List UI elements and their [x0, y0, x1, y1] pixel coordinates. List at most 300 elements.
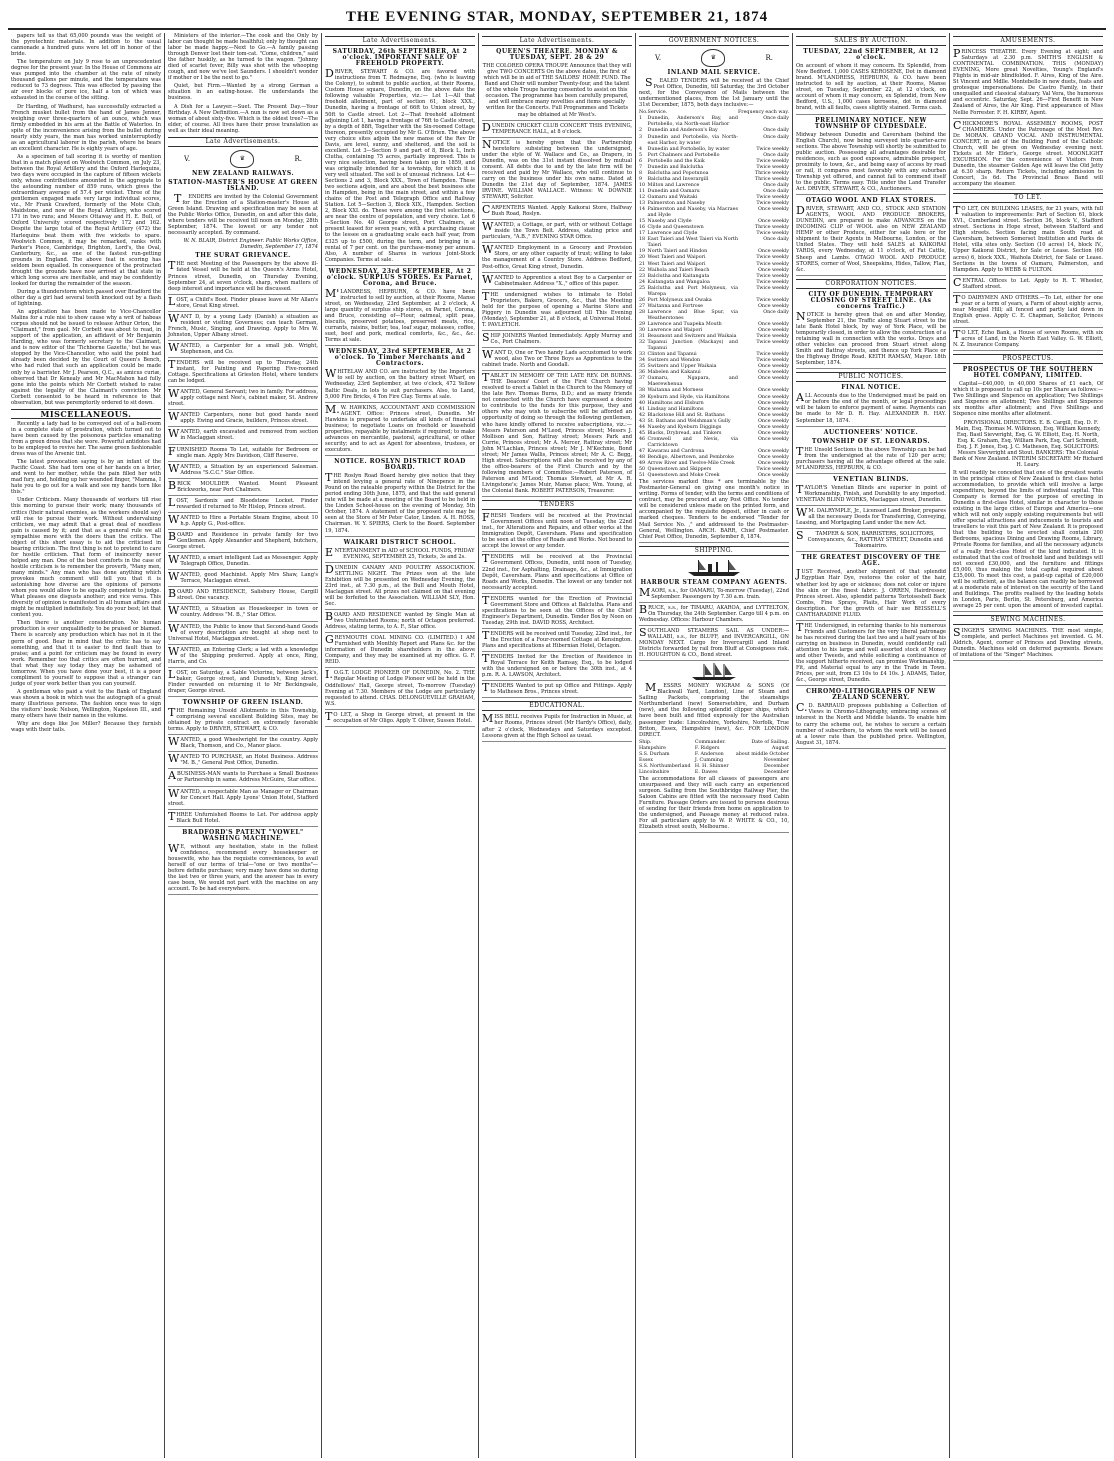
table-cell: Twice weekly	[756, 158, 789, 164]
table-cell: 11	[639, 188, 646, 194]
tender-notice: FRESH Tenders will be received at the Provincial Government Offices until noon of Tuesday, the 22nd inst., for Alterations and Repairs, and other works at the Immigration Depôt, Caversham. Plans and specification to be seen at the office of Roads and Works. Not bound to accept the lowest or any tender.	[482, 513, 632, 552]
to-let-ad: TO LET, Echo Bank, a House of seven Rooms, with six acres of Land, in the North East Valley. G. W. Elliott, N. Z. Insurance Company.	[953, 330, 1103, 351]
ad-heading: TUESDAY, 22nd SEPTEMBER, At 12 o'clock.	[803, 48, 939, 62]
table-cell: 12	[639, 194, 646, 200]
ad-heading: FINAL NOTICE.	[841, 384, 901, 392]
table-cell: Twice weekly	[756, 194, 789, 200]
table-cell: 39	[639, 394, 646, 400]
section-heading-public: PUBLIC NOTICES.	[796, 372, 946, 382]
table-cell: Twice weekly	[756, 285, 789, 291]
table-cell: Twice weekly	[756, 340, 789, 346]
table-cell: F. Ridgers	[694, 745, 720, 751]
ad-heading: WEDNESDAY, 23rd SEPTEMBER, At 2 o'clock. SURPLUS STORES. Ex Parnet, Corona, and Bruce.	[326, 267, 474, 287]
ad-body: M.W. HAWKINS, ACCOUNTANT AND COMMISSION AGENT. Office: Princes street, Dunedin. Mr Hawkins is prepared to undertake all kinds of financial business; to negotiate Loans on freehold or leasehold properties, repayable by instalments if required; to make advances on mercantile, pastoral, agricultural, or other security; and to act as Agent for absentees, trustees, or executors.	[325, 405, 475, 456]
classified-ad: LOST, on Saturday, a Sable Victorine, between Jack's, baker, George street, and Dunedin's, King street. Finder rewarded on returning it to Mr Beckingsale, draper, George street.	[168, 670, 318, 697]
table-cell: Once weekly	[757, 249, 789, 255]
ad-body: DUNEDIN CRICKET CLUB CONCERT THIS EVENING, TEMPERANCE HALL, at 8 o'clock.	[482, 123, 632, 138]
table-cell: Twice weekly	[756, 467, 789, 473]
table-cell: Beaumont and Switzers and Waikaia	[647, 334, 737, 340]
table-cell: North Taieri and Hindon	[647, 249, 708, 255]
table-cell: 31	[639, 334, 646, 340]
ad-body: MESSRS MONEY WIGRAM & SONS (Of Blackwall Yard, London), Line of Steam and Sailing Packets, comprising the steamships Northumberland (new) Somersetshire, and Durham (new), and the following splendid clipper ships, which have been built and fitted expressly for the Australian passenger trade: Lincolnshire, Yorkshire, Norfolk, True Briton, Essex, Hampshire (new), &c. FOR LONDON DIRECT.	[639, 681, 789, 738]
table-cell: S.S. Durham	[639, 751, 670, 757]
table-cell: Lawrence and Blue Spur, via Weatherstones	[647, 309, 738, 321]
table-cell: 3	[639, 134, 643, 140]
table-cell: Dunedin and Portobello, via North-east Harbor, by water	[647, 134, 738, 146]
table-cell: 1	[639, 116, 643, 122]
table-cell: Once daily	[763, 116, 789, 122]
table-cell: Waihola and Taieri Beach	[647, 267, 710, 273]
tenders-list	[482, 513, 632, 698]
ad-heading: SATURDAY, 26th SEPTEMBER, At 2 o'clock. IMPORTANT SALE OF FREEHOLD PROPERTY.	[332, 48, 468, 68]
table-cell: E. Dawes	[694, 769, 718, 775]
table-cell: Switzers and Upper Waikaia	[647, 364, 717, 370]
table-cell: Kyeburn and Hyde, via Hamiltons	[647, 394, 730, 400]
ad-heading: HARBOUR STEAM COMPANY AGENTS.	[640, 578, 788, 586]
tender-notice: TENDERS Invited for the Erection of Residence in Royal Terrace for Keith Ramsay, Esq., to be lodged with the undersigned on or before the 30th inst., at 4 p.m. R. A. LAWSON, Architect.	[482, 654, 632, 681]
steamship-icon	[639, 559, 789, 577]
section-heading-corporation: CORPORATION NOTICES.	[796, 279, 946, 289]
section-heading-sales: SALES BY AUCTION.	[796, 36, 946, 46]
table-cell: St. Bathans and Welshman's Gully	[647, 418, 731, 424]
ad-heading: THE GREATEST DISCOVERY OF THE AGE.	[801, 554, 941, 568]
ad-heading: PRELIMINARY NOTICE. NEW TOWNSHIP OF CLYDESDALE.	[814, 116, 928, 130]
table-cell: 2	[639, 128, 643, 134]
table-cell: Twice weekly	[756, 352, 789, 358]
table-cell: Once weekly	[757, 328, 789, 334]
ad-body: THE COLORED OPERA TROUPE Announce that they will give TWO CONCERTS On the above dates, the first of which will be in aid of THE SAILORS' HOME FUND. The Band and Choir will number Twenty-four, and the talent of the whole Troupe having consented to assist on this occasion. The programme has been carefully prepared, and will embrace many novelties and items specially written for the Concerts. Full Programmes and Tickets may be obtained at Mr West's.	[482, 63, 632, 120]
to-let-ad: CENTRAL Offices to Let. Apply to R. T. Wheeler, Stafford street.	[953, 278, 1103, 293]
table-row	[639, 147, 789, 153]
ad-body: DRIVER, STEWART, AND CO., STOCK AND STATION AGENTS, WOOL AND PRODUCE BROKERS, DUNEDIN, are prepared to make ADVANCES on the INCOMING CLIP of WOOL also on NEW ZEALAND HEMP or other Produce, either for sale here or for shipment to their Agents in Melbourne, London, or the United States. They will hold SALES at KAIKORAI YARDS, every Wednesday, at 11 o'clock, of Fat Cattle, Sheep and Lambs. OTAGO WOOL AND PRODUCE STORES, corner of Wool, Sheepskins, Hides, Tallow, Flax, &c.	[796, 206, 946, 276]
ad-body: GREYMOUTH COAL MINING CO. (LIMITED.) I AM Furnished with Monthly Report and Plans &c. for the information of Dunedin shareholders in the above Company, and they may be examined at my office. G. F. REID.	[325, 635, 475, 668]
table-cell: 5	[639, 152, 643, 158]
table-cell: 20	[639, 255, 646, 261]
classified-ad: WANTED, a smart intelligent Lad as Messenger. Apply Telegraph Office, Dunedin.	[168, 555, 318, 570]
table-cell: Once weekly	[757, 267, 789, 273]
table-cell: Once weekly	[757, 388, 789, 394]
directors-list: PROVISIONAL DIRECTORS. E. B. Cargill, Esq. D. F. Main, Esq. Thomas M. Wilkinson, Esq. William Kennedy, Esq. Basil Sievwright, Esq. G. W. Elliott, Esq. H. North, Esq. K. Graham, Esq. William Park, Esq. Carl Schmidt, Esq. J. F. Jones, Esq. J. C. Matheson, Esq. SOLICITORS: Messrs Sievwright and Stout. BANKERS: The Colonial Bank of New Zealand. INTERIM SECRETARY: Mr Richard H. Leary.	[953, 419, 1103, 468]
table-cell: 45	[639, 430, 646, 436]
table-cell: Once weekly	[757, 400, 789, 406]
table-header: No.	[639, 110, 648, 116]
table-cell: J. Cumming	[694, 757, 724, 763]
table-cell: Once weekly	[757, 394, 789, 400]
table-row	[639, 310, 789, 322]
table-cell: Once weekly	[757, 219, 789, 225]
table-cell: 41	[639, 406, 646, 412]
classified-ad: TENDERS will be received up to Thursday, 24th instant, for Painting and Papering Five-roomed Cottage. Specifications at Grieston Hotel, where tenders can be lodged.	[168, 360, 318, 387]
ad-signature: W. N. BLAIR, District Engineer. Public Works Office, Dunedin, September 17, 1874	[183, 238, 318, 251]
table-row	[639, 752, 789, 758]
ad-heading: BRADFORD'S PATENT "VOWEL" WASHING MACHINE.	[182, 828, 304, 842]
classified-ad: WANTED, a good Wheelwright for the country. Apply Black, Thomson, and Co., Manor place.	[168, 737, 318, 752]
table-cell: 43	[639, 418, 646, 424]
ad-heading: THE SURAT GRIEVANCE.	[195, 252, 291, 260]
ad-body: THE next Meeting of the Passengers by the above ill-fated Vessel will be held at the Queen's Arms Hotel, Princes street, Dunedin, on Thursday Evening, September 24, at seven o'clock, sharp, when matters of deep interest and importance will be discussed.	[168, 261, 318, 294]
ad-heading: NEW ZEALAND RAILWAYS.	[191, 169, 295, 177]
table-header: Commander.	[694, 739, 726, 745]
ad-heading: WEDNESDAY, 23rd SEPTEMBER, At 2 o'clock. To Timber Merchants and Contractors.	[328, 348, 472, 368]
article-paragraph: Dr Harding, of Wadhurst, has successfully extracted a French musket bullet from the hand of James Jenner, weighing over three-quarters of an ounce, which was firmly embedded in his arm at the Battle of Waterloo. In spite of the inconvenience arising from the bullet during nearly sixty years, the man has worked uninterruptedly as an agricultural laborer in the parish, where he bears an excellent character. He is eighty years of age.	[11, 103, 161, 152]
article-paragraph: The temperature on July 9 rose to an unprecedented degree for the present year. In the House of Commons air was pumped into the chamber at the rate of ninety thousand gallons per minute, and the temperature was reduced to 73 degrees. This was effected by passing the air over blocks of pure ice, half a ton of which was exhausted in the course of the sitting.	[11, 59, 161, 102]
table-cell: Clinton and Tapanui	[647, 352, 697, 358]
table-cell: H. H. Shinner	[694, 763, 729, 769]
table-cell: Dunedin and Portobello, by water	[647, 146, 730, 152]
table-cell: 27	[639, 303, 646, 309]
section-heading-late-ads: Late Advertisements.	[482, 36, 632, 46]
ad-body: TO LET, a Shop in George street, at present in the occupation of Mr Oligo. Apply T. Oliver, Sussex Hotel.	[325, 712, 475, 727]
section-heading-prospectus: PROSPECTUS.	[953, 354, 1103, 364]
ad-body: TABLET IN MEMORY OF THE LATE REV. DR BURNS. THE Deacons' Court of the First Church having resolved to erect a Tablet in the Church to the Memory of the late Rev. Thomas Burns, D.D.; and as many friends not connected with the Church have expressed a desire to contribute to the funds for this purpose, they and others who may wish to subscribe will be afforded an opportunity of doing so through the following gentlemen, who have kindly offered to receive subscriptions, viz.:—Messrs Paterson and M'Leod, Princes street; Messrs J. Mollison and Son, Rattray street; Messrs Park and Currie, Princes street; Mr A. Mercer, Rattray street; Mr John M'Lachlan, Princes street; Mr J. M'Kechnie, Bond street; Mr James Wallis, Princes street; Mr A. C. Begg, High street. Subscriptions will also be received by any of the office-bearers of the First Church and by the following members of Committee:—Robert Paterson, of Paterson and M'Leod; Thomas Stewart, at Mr A. R. Livingstone's; James Muir, Manse place; Wm. Young, at the Colonial Bank. ROBERT PATERSON, Treasurer.	[482, 373, 632, 497]
ad-body: M'LANDRESS, HEPBURN, & CO. have been instructed to sell by auction, at their Rooms, Manse street, on Wednesday, 23rd September, at 2 o'clock, A large quantity of surplus ship stores, ex Parnet, Corona, and Bruce, consisting of—Flour, oatmeal, split peas, biscuits, preserved potatoes, preserved meats, rice, currants, raisins, butter, tea, loaf sugar, molasses, coffee, suet, beef and pork, medical comforts, &c., &c., &c. Terms at sale.	[325, 289, 475, 346]
table-cell: 13	[639, 201, 646, 207]
ad-subheading: STATION-MASTER'S HOUSE AT GREEN ISLAND.	[168, 178, 318, 192]
table-cell: 22	[639, 267, 646, 273]
ad-body: On account of whom it may concern. Ex Splendid, from New Bedford. 1,000 CASES KEROSENE, Dot in diamond brand. M'LANDRESS, HEPBURN, & CO. have been instructed to sell by auction, at their Rooms, Manse street, on Tuesday, September 22, at 12 o'clock, on account of whom it may concern, ex Splendid, from New Bedford, U.S., 1,000 cases kerosene, dot in diamond brand, with all faults, cases slightly stained. Terms cash.	[796, 63, 946, 114]
ad-heading: OTAGO WOOL AND FLAX STORES.	[805, 197, 937, 205]
table-cell: Mabelen and Kakanui	[647, 370, 701, 376]
ad-body: NOTICE is hereby given that the Partnership heretofore subsisting between the undersigned, under the style of W. Wallace and Co., as Drapers, in Dunedin, was on the 31st instant dissolved by mutual consent. All debts due to and by the late firm will be received and paid by Mr Wallace, who will continue to carry on the business under his own name. Dated at Dunedin the 21st day of September, 1874. JAMES IRVINE. WILLIAM WALLACE. Witness: W. DOWNIE STEWART, Solicitor.	[482, 140, 632, 203]
table-cell: Blackstone Hill and St. Bathans	[647, 412, 725, 418]
table-cell: 36	[639, 370, 646, 376]
table-cell: Twice weekly	[756, 261, 789, 267]
article-paragraph: The latest provocation saying is by an infant of the Pacific Coast. She had torn one of her hands on a brier, and went to her mother, while the pain filled her with mad fury, and, holding up her wounded finger, "Mamma, I hate you to go out for a walk and see my hands torn like this."	[11, 459, 161, 496]
article-paragraph: Under Criticism. Many thousands of workers till rise this morning to pursue their work; many thousands of critics (their natural enemies, as the workers should say) will rise to pursue their work. Without undervaluing criticism, we may admit that a great deal of needless pain is caused by it; and that as a general rule we all sympathise more with the doers than the critics. The object of this short essay is to aid the criticised in bearing criticism. The first thing is not to pretend to care for hostile criticism. That form of insincerity never helped any man. One of the best comforts in the case of hostile criticism is to remember the proverb, "Many men, many minds." Any man who has done anything which provokes much comment will tell you that it is astonishing how diverse are the opinions of persons whom you would allow to be equally competent to judge. What pleases one disgusts another; and vice versa. This diversity of opinion is manifested in all human affairs and might be multiplied indefinitely. You do your best; let that content you.	[11, 497, 161, 619]
table-cell: Twice weekly	[756, 279, 789, 285]
royal-crest: V. ♛ R.	[168, 150, 318, 168]
table-cell: F. Anderson	[694, 751, 724, 757]
ad-body: Midway between Dunedin and Caversham (behind the English Church), now being surveyed into quarter-acre sections. The above Township will shortly be submitted to public auction. Possessing all advantages desirable for residences, such as good exposure, admirable prospect, proximity to town, &c., and being easy of access by road or rail, it compares most favorably with any suburban Township yet offered, and cannot fail to commend itself to the public. Terms easy. Title under the Land Transfer Act. DRIVER, STEWART, & CO., Auctioneers.	[796, 132, 946, 195]
table-cell: Once weekly	[757, 412, 789, 418]
article-paragraph: papers tell us that 65,000 pounds was the weight of the pyrotechnic materials. In addition to the usual cannonade a hundred guns were let off in honor of the bride.	[11, 33, 161, 58]
table-cell: Once weekly	[757, 207, 789, 213]
table-cell: about middle October	[735, 751, 789, 757]
table-cell: Bendigo, Albertown, and Pembroke	[647, 455, 734, 460]
table-cell: Palmerston and Naseby	[647, 201, 706, 207]
table-row	[639, 135, 789, 147]
ad-body: I.O.G.T. LODGE PIONEER OF DUNEDIN, No. 2. THE Regular Meeting of Lodge Pioneer will be held in the Oddfellows' Hall, George street, To-morrow (Tuesday) Evening at 7.30. Members of the Lodge are particularly requested to attend. CHAS. DELONGUEVILLE GRAHAM, W.S.	[325, 670, 475, 709]
ad-body: THE Unsold Sections in the above Township can be had from the undersigned at the rate of 120 per acre; purchasers having all the advantage offered at the sale. M'LANDRESS, HEPBURN, & CO.	[796, 447, 946, 474]
classified-ad: BOARD AND RESIDENCE, Salisbury House, Cargill street. One vacancy.	[168, 589, 318, 604]
table-cell: Lawrence and Clyde	[647, 231, 698, 237]
table-row	[639, 116, 789, 128]
mail-service-table	[639, 110, 789, 479]
table-cell: Once weekly	[757, 418, 789, 424]
table-cell: Once daily	[763, 237, 789, 243]
table-cell: 15	[639, 219, 646, 225]
ad-heading: CHROMO-LITHOGRAPHS OF NEW ZEALAND SCENERY.	[806, 688, 936, 702]
classified-ad: WANTED, the Public to know that Second-hand Goods of every description are bought at shop next to Universal Hotel, Maclaggan street.	[168, 624, 318, 645]
table-header: Frequency each way.	[737, 110, 789, 116]
classified-ad: BOARD and Residence in private family for two Gentlemen. Apply Alexander and Shepherd, butchers, George street.	[168, 532, 318, 553]
table-row	[639, 207, 789, 219]
table-cell: 51	[639, 473, 646, 479]
table-cell: 49	[639, 461, 646, 467]
table-row	[639, 431, 789, 437]
ad-body: WHITELAW AND CO. are instructed by the Importers to sell by auction, on the battery street Wharf, on Wednesday, 23rd September, at two o'clock, 472 Yellow Baltic Deals, in lots to suit purchasers. Also, to Land, 5,000 Fire Bricks, 4 Ton Fire Clay. Terms at sale.	[325, 369, 475, 402]
classified-ad: WANTED, a respectable Man as Manager or Chairman for Concert Hall. Apply Lyons' Union Hotel, Stafford street.	[168, 789, 318, 810]
table-cell: Balclutha and Inverargill	[647, 176, 709, 182]
ad-body: WE, without any hesitation, state in the fullest confidence, recommend every housekeeper or housewife, who has the requisite conveniences, to avail herself of our terms of trial—"one or two months"—before definite purchase; very many have done so during the last two or three years, and the answer has in every case been, We would not part with the machine on any account. To be had everywhere.	[168, 844, 318, 895]
section-heading-late-ads: Late Advertisements.	[325, 36, 475, 46]
table-cell: Portobello and the Kaik	[647, 158, 705, 164]
table-cell: 35	[639, 364, 646, 370]
classified-ad: WANTED, a Carpenter for a small job. Wright, Stephenson, and Co.	[168, 343, 318, 358]
table-cell: Dunedin and Oamaru	[647, 188, 700, 194]
sailing-ship-icon	[639, 663, 789, 681]
to-let-ad: TO LET, ON BUILDING LEASES, for 21 years, with full valuation to improvements: Part of Section 61, block XVI., Cumberland street. Section 36, block V., Stafford street. Sections in Hope street, between Stafford and High streets. Section facing main South road at Caversham, between Somerset Institution and Parks de Hotel, villa sites only. Section (10 acres) 14, block IV., Upper Kaikorai District, for Sale or Lease. Section (60 acres) 6, block XXX., Waihola District, for Sale or Lease. Sections in the towns of Oamaru, Palmerston, and Hampden. Apply to WEBB & FULTON.	[953, 206, 1103, 276]
table-cell: 32	[639, 340, 646, 346]
ad-body: NOTICE is hereby given that on and after Monday, September 21, the Traffic along Stuart street to the late Bank Hotel block, by way of York Place, will be temporarily closed, in order to allow the construction of a retaining wall in connection with the works. Drays and other vehicles can proceed from Stuart street along Smith and Battray streets, and thence up York Place or the Highway Bridge Road. KEITH RAMSAY, Mayor. 18th September, 1874.	[796, 312, 946, 369]
ad-body: WM. DALRYMPLE, Jr., Licensed Land Broker, prepares all the necessary Deeds for Transferring, Conveying, Leasing, and Mortgaging Land under the new Act.	[796, 508, 946, 529]
table-cell: 48	[639, 455, 646, 460]
section-heading-shipping: SHIPPING.	[639, 546, 789, 556]
table-cell: 7	[639, 164, 643, 170]
section-heading-educational: EDUCATIONAL.	[482, 701, 632, 711]
ad-body: SINGER'S SEWING MACHINES. THE most simple, complete, and perfect Machines yet invented. G. M. Aldrich, Agent, corner of Princes and Dowling streets, Dunedin. Machines sold on deferred payments. Beware of imitations of the "Singer" Machines.	[953, 628, 1103, 661]
table-cell: 4	[639, 146, 643, 152]
table-cell: Balclutha and Port Molyneux, via Warepa	[647, 285, 738, 297]
table-cell: Once daily	[763, 188, 789, 194]
ad-body: DRIVER, STEWART & CO. are favored with instructions from T. Redmayne, Esq. (who is leaving the Colony), to submit to public auction, at their Rooms, Custom House square, Dunedin, on the above date the following valuable Properties, viz.:— Lot 1—All that freehold allotment, part of section 61, block XXX., Dunedin, having a frontage of 66ft to Union street, by 50ft to Castle street. Lot 2—That freehold allotment adjoining Lot 1, having a frontage of 76ft to Castle street, by a depth of 88ft, Together with the Six-roomed Cottage thereon, presently occupied by Mr G. O'Brien. The above very choice sites adjoin the new manse of the Rev Dr Davis, are level, sunny, and sheltered, and the soil is excellent. Lot 3—Section 9 and part of 8, Block L, Inch Clutha, containing 75 acres, partially improved. This is very nice selection, having been taken up in 1859, and was originally intended for a township, for which it is very well situated. The soil is of unusual richness. Lot 4—Sections 2 and 3, Block XXX., Town of Hampden. These two sections adjoin, and are about the best business site in Hampden, being in the main street, and within a few chains of the Post and Telegraph Office and Railway Station. Lot 5—Section 3, Block XIX., Hampden. Section 2, Block XXI. do. These were among the first selections, are near the centre of population, and very choice. Lot 6—Section No. 40 George street, Port Chalmers, at present leased for seven years, with a purchasing clause to the lessee on a graduating scale each half year, from £325 up to £500, during the term, and bringing in a rental of 7 per cent. on the purchase-money per annum. Also, A number of Shares in various Joint-Stock Companies. Terms at sale.	[325, 69, 475, 266]
table-cell: November	[763, 757, 789, 763]
table-cell: Cromwell and Nevis, via Carricktown	[647, 436, 738, 448]
ad-body: TENDERS are invited by the Colonial Government for the Erection of a Station-master's House at Green Island. Drawing and specification may be seen at the Public Works Office, Dunedin, on and after this date, where tenders will be received till noon on Monday, 28th September, 1874. The lowest or any tender not necessarily accepted. By command.	[168, 191, 318, 237]
table-cell: Kawarau and Cardrona	[647, 448, 705, 454]
table-row	[639, 395, 789, 401]
table-cell: Twice weekly	[756, 146, 789, 152]
table-cell: 8	[639, 170, 643, 176]
table-cell: Once weekly	[757, 321, 789, 327]
ad-body: ENTERTAINMENT in AID of SCHOOL FUNDS, FRIDAY EVENING, SEPTEMBER 25, Tickets, 3s and 2s.	[325, 548, 475, 563]
article-paragraph: A gentleman who paid a visit to the Bank of England was shown a book in which was the autograph of a great many illustrious persons. The fashion once was to sign the visitors' book: Nelson, Wellington, Napoleon III., and many others have their names in the volume.	[11, 688, 161, 720]
classified-ad: FURNISHED Rooms To Let, suitable for Bedroom or single man. Apply Mrs Davidson, Cliff Reserve.	[168, 447, 318, 462]
tender-notice: TENDERS Wanted to put up Office and Fittings. Apply to Matheson Bros., Princes street.	[482, 683, 632, 698]
table-header: Ship.	[639, 739, 652, 745]
table-row	[639, 153, 789, 159]
column-5	[636, 33, 793, 1458]
column-1	[8, 33, 165, 1458]
article-paragraph: Why are dogs like Joe Miller? Because they furnish wags with their tails.	[11, 721, 161, 734]
table-cell: Twice weekly	[756, 334, 789, 340]
table-cell: 34	[639, 358, 646, 364]
ad-heading: INLAND MAIL SERVICE.	[667, 69, 761, 77]
table-header: Date of Sailing.	[751, 739, 789, 745]
table-cell: Once daily	[763, 128, 789, 134]
classified-ad: WANT D, by a young Lady (Danish) a situation as resident or visiting Governess; can teach German, French, Music, Singing, and Drawing. Apply to Mrs W. Johnston, Upper Albany street.	[168, 314, 318, 341]
ad-body: STAMPER & SON, BARRISTERS, SOLICITORS, Conveyancers, &c., RATTRAY STREET, Dunedin and Tokomairiro.	[796, 531, 946, 552]
tender-notice: TENDERS will be received until Tuesday, 22nd inst., for the Erection of a Four-roomed Cottage at Kensington. Plans and specifications at Hibernian Hotel, Octagon.	[482, 631, 632, 652]
ad-body: The services marked thus * are terminable by the Postmaster-General on giving one month's notice in writing. Forms of tender, with the terms and conditions of contract, may be procured at any Post Office. No tender will be considered unless made on the printed form, and accompanied by the requisite deposit, either in cash or marked cheques. Tenders to be endorsed "Tender for Mail Service No. ," and addressed to the Postmaster-General, Wellington. ARCH. BARR, Chief Postmaster. Chief Post Office, Dunedin, September 8, 1874.	[639, 479, 789, 542]
ad-body: CHICKMORE'S ROYAL ASSEMBLY ROOMS, POST CHAMBERS. Under the Patronage of the Most Rev. Dr. MORAN. GRAND VOCAL AND INSTRUMENTAL CONCERT, in aid of the Building Fund of the Catholic Church, will be given on Wednesday evening next. Tickets at Mr Elder's, George street. MOONLIGHT EXCURSION. For the convenience of Visitors from Dunedin, the steamer Golden Age will leave the Old Jetty at 6.30 sharp. Return Tickets, including admission to Concert, 3s 6d. The Provincial Brass Band will accompany the steamer.	[953, 121, 1103, 191]
table-cell: West Taieri and Waipori	[647, 261, 706, 267]
table-cell: December	[764, 763, 789, 769]
table-cell: Once weekly	[757, 370, 789, 376]
table-cell: Milton and Lawrence	[647, 182, 700, 188]
table-cell: 37	[639, 376, 646, 382]
table-cell: 44	[639, 424, 646, 430]
crest-icon: ♛	[230, 150, 254, 168]
classified-ad: WANTED, a Situation by an experienced Salesman. Address "S.C.C." Star Office.	[168, 464, 318, 479]
table-cell: Once weekly	[757, 436, 789, 442]
table-cell: Dunedin and Balclutha	[647, 164, 704, 170]
ad-body: THE Remaining Unsold Allotments in this Township, comprising several excellent Building Sites, may be obtained by private contract on extremely favorable terms. Apply to DRIVER, STEWART, & CO.	[168, 708, 318, 735]
classified-ad: THREE Unfurnished Rooms to Let. For address apply Black Bull Hotel.	[168, 812, 318, 827]
table-cell: Once daily	[763, 152, 789, 158]
table-row	[639, 419, 789, 425]
table-cell: 17	[639, 231, 646, 237]
article-paragraph: As a specimen of tall scoring it is worthy of mention that in a match played on Woolwich Common, on July 23, between the Royal Artillery and the Oxford Harlequins, two days were occupied in the capture of fifteen wickets only, whose contributions amounted in the aggregate to the astounding number of 859 runs, which gives the extraordinary average of 57.4 per wicket. Three of the gentlemen engaged made very large individual scores, viz., Mr Frank Crawford, formerly of the Mote Club, Maidstone, and now of the Royal Artillery, who scored 171 in two runs; and Messrs Ottaway and H. E. Bull, of Oxford University scored respectively 172 and 162. Despite the large total of the Royal Artillery (472) the Harlequins beat them with five wickets to spare. Woolwich Common, it may be remarked, ranks with Parker's Piece, Cambridge, Brighton, Lord's, the Oval, Canterbury, &c., as one of the fastest run-getting grounds in England. The above feat in scoring has seldom been equalled. In consequence of the protracted drought the grounds have now arrived at that state in which long scores are inevitable, and may be confidently looked for during the remainder of the season.	[11, 153, 161, 287]
table-row	[639, 413, 789, 419]
table-cell: Thrice weekly	[754, 176, 789, 182]
sailing-table	[639, 740, 789, 776]
table-cell: 9	[639, 176, 643, 182]
table-cell: Oamaru, Ngapara, and Maerewhenua	[647, 376, 738, 388]
table-cell: 33	[639, 352, 646, 358]
table-cell: West Taieri and Waipori	[647, 255, 706, 261]
classified-ad: WANTED TO PURCHASE, an Hotel Business. Address "M. B.," General Post Office, Dunedin.	[168, 754, 318, 769]
table-row	[639, 128, 789, 134]
ad-body: ALL Accounts due to the Undersigned must be paid on or before the end of the month, or legal proceedings will be taken to enforce payment of same. Payments can be made to Mr D. R. Hay. ALEXANDER R. HAY. September 18, 1874.	[796, 393, 946, 426]
table-cell: Lindsay and Hamiltons	[647, 406, 704, 412]
classified-ads	[482, 205, 632, 371]
table-cell: Essex	[639, 757, 653, 763]
column-7	[950, 33, 1106, 1458]
classified-ad: LOST, a Child's Boot. Finder please leave at Mr Allan's store, Great King street.	[168, 297, 318, 312]
ad-body: BOARD AND RESIDENCE wanted by Single Man at two Unfurnished Rooms; north of Octagon preferred. Address, stating terms, to A. F., Star office.	[325, 612, 475, 633]
ad-body: BRUCE, s.s., for TIMARU, AKAROA, and LYTTELTON, On Thursday, the 24th September. Cargo till 4 p.m. on Wednesday. Offices: Harbour Chambers.	[639, 605, 789, 626]
ad-heading: TOWNSHIP OF ST. LEONARDS.	[811, 437, 931, 445]
section-heading-late-ads: Late Advertisements.	[168, 137, 318, 147]
table-cell: 19	[639, 249, 646, 255]
table-cell: 28	[639, 309, 646, 315]
table-cell: Once daily	[763, 182, 789, 188]
classified-ads	[168, 294, 318, 697]
classified-ad: LOST, Sardonix and Bloodstone Locket. Finder rewarded if returned to Mr Hislop, Princes street.	[168, 498, 318, 513]
section-heading-government: GOVERNMENT NOTICES.	[639, 36, 789, 46]
table-cell: Once weekly	[757, 303, 789, 309]
column-2	[165, 33, 322, 1458]
classified-ad: CARPENTERS Wanted. Apply Kaikorai Store, Halfway Bush Road, Roslyn.	[482, 205, 632, 220]
table-cell: 46	[639, 436, 646, 442]
table-cell: Waitanna and Morness	[647, 388, 704, 394]
ad-heading: WAIKARI DISTRICT SCHOOL.	[343, 538, 457, 546]
ad-body: PRINCESS THEATRE. Every Evening at eight; and Saturdays at 2.30 p.m. SMITH'S ENGLISH & CONTINENTAL COMBINATION. THIS (MONDAY) EVENING, More great Novelties, Young's England's Flights in mid-air blindfolded. F. Aires, King of the Aire. St Vincent and Mdlle. Montebello in new duets, feats and grotesque impersonations. De Castro Family, in their unequalled and classical statuary. Val Vera, the humorous and eccentric. Saturday, Sept. 26—First Benefit in New Zealand of Aires, the Air King. First appearance of Miss Nellie Forrester. F. H. KIRBY, Agent.	[953, 49, 1103, 119]
table-cell: 16	[639, 225, 646, 231]
ad-body: DUNEDIN CANARY AND POULTRY ASSOCIATION. SETTLING NIGHT. The Prizes won at the late Exhibition will be presented on Wednesday Evening, the 23rd inst., at 7.30 p.m., at the Bull and Mouth Hotel, Maclaggan street. All prizes not claimed on that evening will be forfeited to the Association. WILLIAM SLY, Hon. Sec.	[325, 565, 475, 610]
to-let-ads	[953, 206, 1103, 351]
table-cell: Once weekly	[757, 461, 789, 467]
ad-heading: AUCTIONEERS' NOTICE.	[823, 428, 919, 436]
table-cell: Palmerston and Naseby, via Macraes and Hyde	[647, 207, 738, 219]
table-cell: 10	[639, 182, 646, 188]
ad-body: SOUTHLAND STEAMERS SAIL AS UNDER:— WALLABI, s.s., for BLUFF, and INVERCARGILL, ON MONDAY NEXT. Cargo for Invercargill and Inland Districts forwarded by rail from Bluff at Consignees risk. H. HOUGHTON & CO., Bond street.	[639, 628, 789, 661]
classified-ad: WANTED, a Situation as Housekeeper in town or country. Address "M. B.," Star Office.	[168, 606, 318, 621]
ad-body: MAORI, s.s., for OAMARU, To-morrow (Tuesday), 22nd September. Passengers by 7.30 a.m. train.	[639, 588, 789, 603]
ad-heading: CITY OF DUNEDIN. TEMPORARY CLOSING OF STREET LINE. (As concerns Traffic.)	[808, 290, 934, 310]
table-cell: Twice weekly	[756, 231, 789, 237]
table-cell: Once daily	[763, 134, 789, 140]
table-cell: Once weekly	[757, 473, 789, 479]
classified-ad: WANTED, good Machinist. Apply Mrs Shaw, Lang's Terrace, Maclaggan street.	[168, 572, 318, 587]
table-row	[639, 376, 789, 388]
classified-ad: WANTED, an Entering Clerk; a lad with a knowledge of the Shipping preferred. Apply at once, Ring, Harris, and Co.	[168, 647, 318, 668]
column-6	[793, 33, 950, 1458]
table-cell: Switzers and Wendon	[647, 358, 701, 364]
table-cell: Port Chalmers and Portobello	[647, 152, 720, 158]
crest-icon: ♛	[701, 49, 725, 67]
table-row	[639, 340, 789, 352]
article-paragraph: Recently a lady had to be conveyed out of a ball-room in a complete state of prostration, which turned out to have been caused by the poisonous particles emanating from a green dress that she wore. Powerful antidotes had to be employed to revive her. The same green fashionable dress was of the Arsenic tint.	[11, 420, 161, 458]
table-cell: Waitanna and Fortrose	[647, 303, 703, 309]
table-cell: Hamiltons and Elsburn	[647, 400, 704, 406]
to-let-ad: TO DAIRYMEN AND OTHERS.—To Let, either for one year or a term of years, a Farm of about eighty acres, near Mosgiel Hill; all fenced and partly laid down in English grass. Apply C. E. Chapman, Solicitor, Princes street.	[953, 295, 1103, 328]
table-cell: Dunedin, Anderson's Bay, and Portobello, via North-east Harbor	[647, 116, 738, 128]
article-paragraph: A Dish for a Lawyer.—Suet. The Present Day.—Your Birthday. A New Definition.—A nun is now set down as a woman of about sixty-five. Which is the oldest tree?—The elder, of course. All lives have their prose translation as well as their ideal meaning.	[168, 103, 318, 134]
table-cell: 30	[639, 328, 646, 334]
table-cell: 29	[639, 321, 646, 327]
ad-body: TAYLOR'S Venetian Blinds are superior in point of Workmanship, Finish, and Durability to any imported. VENETIAN BLIND WORKS, Maclaggan street, Dunedin.	[796, 485, 946, 506]
table-cell: 40	[639, 400, 646, 406]
table-header: Service.	[647, 110, 668, 116]
table-cell: 26	[639, 297, 646, 303]
classified-ad: WANTED, earth excavated and removed from section in Maclaggan street.	[168, 429, 318, 444]
table-cell: 23	[639, 273, 646, 279]
ad-body: THE Undersigned, in returning thanks to his numerous Friends and Customers for the very liberal patronage he has received during the last two and a half years of his carrying on business in Dunedin, would confidently call attention to his large and well assorted stock of Money and other Tweeds, and while soliciting a continuance of the support hitherto received, can promise Workmanship, Fit, and Material equal to any in the Trade in Town. Prices, per suit, from £3 10s to £4 10s. J. ADAMS, Tailor, &c., George street, Dunedin.	[796, 623, 946, 686]
table-cell: December	[764, 769, 789, 775]
table-cell: Twice weekly	[756, 358, 789, 364]
table-row	[639, 237, 789, 249]
table-cell: 38	[639, 388, 646, 394]
table-cell: S.S. Northumberland	[639, 763, 691, 769]
tender-notice: TENDERS wanted for the Erection of Provincial Government Store and Offices at Balclutha. Plans and specifications to be seen at the Offices of the Chief Engineer's Department, Dunedin. Tender Box by Noon on Tuesday, 29th inst. DAVID ROSS, Architect.	[482, 596, 632, 629]
table-cell: Hampshire	[639, 745, 666, 751]
ad-body: JUST Received, another shipment of that splendid Egyptian Hair Dye, restores the color of the hair, whether lost by age or sickness; does not color or injure the skin or the finest fabric. J. ORREN, Hairdresser, Princes street. Also, splendid patterns Tortoiseshell Back Combs, Fine Sprays, Plaits, Hair Work of every description. For the growth of hair use BEISSELL'S CANTHARADINE FLUID.	[796, 569, 946, 620]
table-cell: Naseby and Kyeburn Diggings	[647, 424, 722, 430]
table-cell: Blacks, Drybread, and Tinkers	[647, 430, 722, 436]
classified-ad: WANTED Employment in a Grocery and Provision Store, or any other capacity of trust; willing to take the management of a Country Store. Address Bedford, Post-office, Great King street, Dunedin.	[482, 245, 632, 272]
article-paragraph: Quiet, but Firm.—Wanted by a strong German a situation in an eating-house. He understands the business.	[168, 83, 318, 102]
table-row	[639, 286, 789, 298]
tender-notice: TENDERS will be received at the Provincial Government Offices, Dunedin, until noon of Tuesday, 22nd inst., for Asphalting, Drainage, &c., at Immigration Depôt, Caversham. Plans and specifications at Office of Roads and Works, Dunedin. The lowest or any tender not necessarily accepted.	[482, 554, 632, 593]
table-cell: August	[771, 745, 789, 751]
column-4	[479, 33, 636, 1458]
table-cell: Lawrence and Tuapeka Mouth	[647, 321, 722, 327]
section-heading-tenders: TENDERS	[482, 500, 632, 510]
section-heading-miscellaneous: MISCELLANEOUS.	[11, 409, 161, 419]
table-cell: Balclutha and Popotunoa	[647, 170, 709, 176]
ad-body: C.D. BARRAUD proposes publishing a Collection of Views in Chromo-Lithography, embracing scenes of interest in the North and Middle Islands. To enable him to carry the scheme out, he wishes to secure a certain number of subscribers, to whom the work will be issued at a lower rate than the published price. Wellington, August 31, 1874.	[796, 703, 946, 748]
table-cell: 47	[639, 448, 646, 454]
masthead	[8, 6, 1106, 30]
table-row	[639, 764, 789, 770]
table-cell: Tapanui Junction (Mackays) and Tapanui	[647, 340, 738, 352]
table-cell: 50	[639, 467, 646, 473]
table-cell: Once weekly	[757, 455, 789, 460]
article-paragraph: During a thunderstorm which passed over Bradford the other day a girl had several teeth knocked out by a flash of lightning.	[11, 288, 161, 308]
table-cell: Twice weekly	[756, 297, 789, 303]
ad-heading: QUEEN'S THEATRE. MONDAY & TUESDAY, SEPT. 28 & 29	[496, 48, 618, 62]
table-cell: Once weekly	[757, 448, 789, 454]
article-paragraph: Then there is another consideration. No human production is ever unqualifiedly to be praised or blamed. There is scarcely any production which has not in it the germ of good. Bear in mind that the critic has to say something, and that it is easier to find fault than to praise; and a point for criticism may be found in every work. Remember too that critics are often hurried, and that what they say today they may be ashamed of tomorrow. When you have done your best, it is a poor compliment to yourself to suppose that a stranger can judge of your work better than you can yourself.	[11, 620, 161, 687]
table-cell: Once weekly	[757, 424, 789, 430]
table-cell: Thrice weekly	[754, 225, 789, 231]
columns	[8, 33, 1106, 1458]
table-cell: Queenstown and Skippers	[647, 467, 712, 473]
table-cell: Once weekly	[757, 364, 789, 370]
table-cell: Clyde and Queenstown	[647, 225, 704, 231]
